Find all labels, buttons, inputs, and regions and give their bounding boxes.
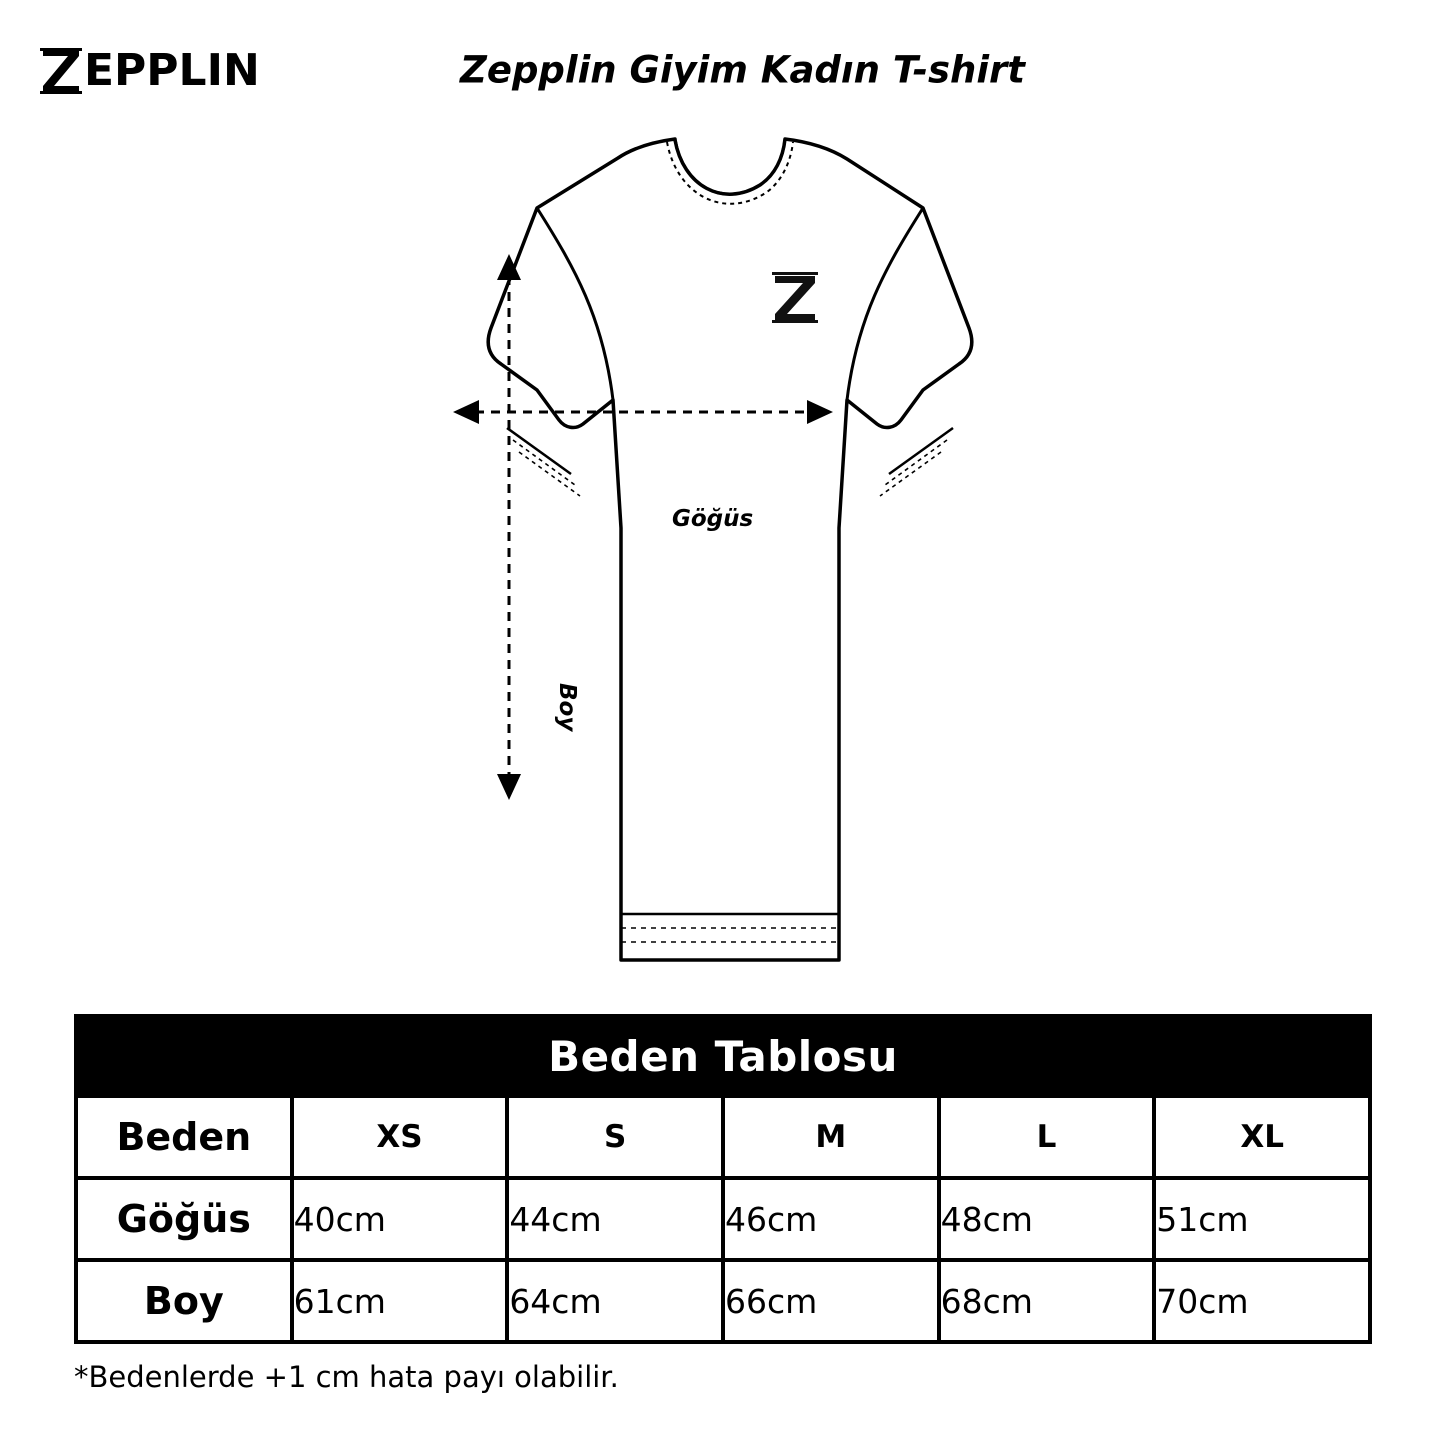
cell-boy-l: 68cm (939, 1260, 1155, 1342)
cell-gogus-s: 44cm (507, 1178, 723, 1260)
size-table (74, 1014, 1372, 1344)
header-cell-beden: Beden (76, 1096, 292, 1178)
header-cell-s: S (507, 1096, 723, 1178)
table-row (76, 1178, 1370, 1260)
header-cell-xs: XS (292, 1096, 508, 1178)
cell-boy-s: 64cm (507, 1260, 723, 1342)
cell-gogus-m: 46cm (723, 1178, 939, 1260)
length-label: Boy (554, 683, 580, 732)
tshirt-drawing (323, 128, 1123, 1008)
size-table-title: Beden Tablosu (76, 1016, 1370, 1096)
brand-logo-text: EPPLIN (84, 45, 260, 96)
page-title-normal: Zepplin Giyim (460, 48, 761, 92)
header-cell-l: L (939, 1096, 1155, 1178)
page-title (0, 45, 1445, 96)
page-title-bold: Kadın T-shirt (760, 48, 1025, 92)
header (0, 0, 1445, 140)
table-header-row (76, 1096, 1370, 1178)
cell-boy-xs: 61cm (292, 1260, 508, 1342)
table-title-row (76, 1016, 1370, 1096)
footnote: *Bedenlerde +1 cm hata payı olabilir. (74, 1360, 619, 1394)
header-cell-xl: XL (1154, 1096, 1370, 1178)
header-cell-m: M (723, 1096, 939, 1178)
cell-boy-m: 66cm (723, 1260, 939, 1342)
tshirt-illustration (0, 128, 1445, 1008)
row-label-boy: Boy (76, 1260, 292, 1342)
chest-label: Göğüs (672, 506, 754, 532)
table-row (76, 1260, 1370, 1342)
cell-gogus-xs: 40cm (292, 1178, 508, 1260)
row-label-gogus: Göğüs (76, 1178, 292, 1260)
size-table-wrapper (74, 1014, 1372, 1344)
cell-boy-xl: 70cm (1154, 1260, 1370, 1342)
cell-gogus-l: 48cm (939, 1178, 1155, 1260)
cell-gogus-xl: 51cm (1154, 1178, 1370, 1260)
